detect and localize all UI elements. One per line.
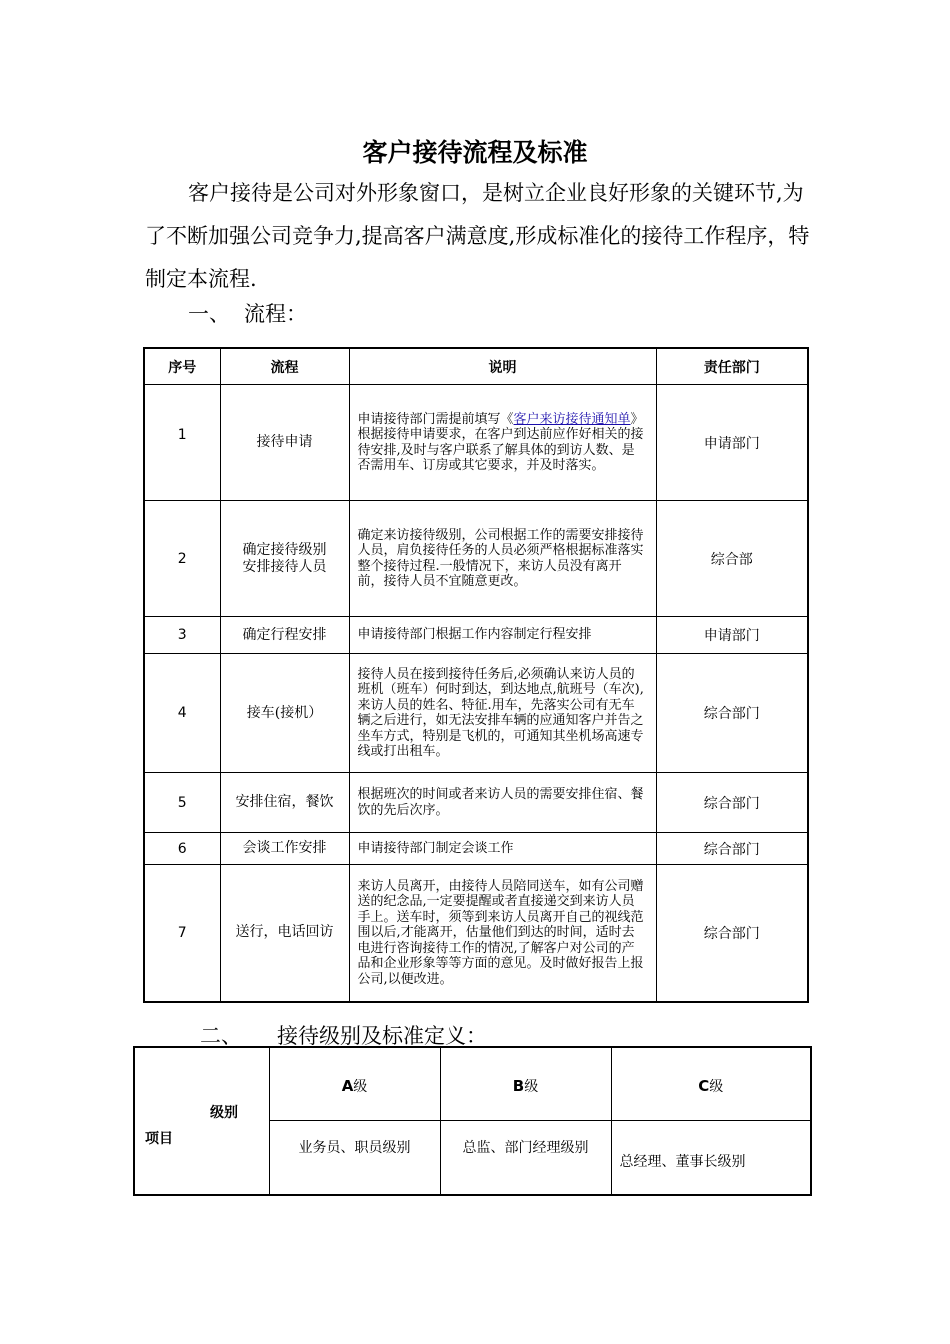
row-desc: 来访人员离开，由接待人员陪同送车，如有公司赠送的纪念品,一定要提醒或者直接递交到来访人员手上。送车时，须等到来访人员离开自己的视线范围以后,才能离开，估量他们到达的时间，适时去电进行咨询接待工作的情况,了解客户对公司的产品和企业形象等等方面的意见。及时做好报告上报公司,以便改进。 — [349, 865, 656, 1002]
row-no: 7 — [144, 865, 220, 1002]
header-dept: 责任部门 — [656, 348, 808, 385]
header-flow: 流程 — [220, 348, 349, 385]
row-dept: 申请部门 — [656, 385, 808, 501]
row-flow — [220, 501, 349, 617]
row-no: 5 — [144, 773, 220, 833]
row-no: 3 — [144, 617, 220, 654]
row-dept: 综合部门 — [656, 654, 808, 773]
level-c-desc: 总经理、董事长级别 — [611, 1120, 811, 1195]
grade-suffix: 级 — [353, 1079, 368, 1095]
header-desc: 说明 — [349, 348, 656, 385]
table-row — [144, 617, 808, 654]
grade-suffix: 级 — [709, 1079, 724, 1095]
row-flow: 接待申请 — [220, 385, 349, 501]
header-no: 序号 — [144, 348, 220, 385]
grade-letter: A — [341, 1077, 354, 1095]
row-flow: 确定行程安排 — [220, 617, 349, 654]
row-flow: 接车(接机） — [220, 654, 349, 773]
desc-text: 》根据接待申请要求，在客户到达前应作好相关的接待安排,及时与客户联系了解具体的到访人数、是否需用车、订房或其它要求，并及时落实。 — [357, 411, 644, 473]
corner-item-label: 项目 — [145, 1131, 173, 1147]
row-no: 6 — [144, 833, 220, 865]
table-row — [144, 865, 808, 1002]
level-a-header — [269, 1047, 440, 1120]
grade-suffix: 级 — [524, 1079, 539, 1095]
row-desc: 申请接待部门根据工作内容制定行程安排 — [349, 617, 656, 654]
row-no: 2 — [144, 501, 220, 617]
level-header-row — [134, 1047, 811, 1120]
section-label: 流程： — [244, 302, 307, 326]
table-row — [144, 773, 808, 833]
level-a-desc: 业务员、职员级别 — [269, 1120, 440, 1195]
table-row — [144, 501, 808, 617]
section-heading-flow — [188, 298, 307, 328]
desc-text: 申请接待部门需提前填写《 — [357, 411, 514, 427]
flow-table — [143, 347, 809, 1003]
row-dept: 综合部 — [656, 501, 808, 617]
row-desc: 申请接待部门制定会谈工作 — [349, 833, 656, 865]
row-no: 1 — [144, 385, 220, 501]
row-desc: 确定来访接待级别，公司根据工作的需要安排接待人员，肩负接待任务的人员必须严格根据标准落实整个接待过程.一般情况下，来访人员没有离开前，接待人员不宜随意更改。 — [349, 501, 656, 617]
section-number: 二、 — [200, 1024, 242, 1048]
grade-letter: B — [512, 1077, 525, 1095]
section-label: 接待级别及标准定义： — [277, 1024, 487, 1048]
grade-letter: C — [698, 1077, 710, 1095]
row-desc: 接待人员在接到接待任务后,必须确认来访人员的班机（班车）何时到达，到达地点,航班号（车次),来访人员的姓名、特征.用车，先落实公司有无车辆之后进行，如无法安排车辆的应通知客户并告之坐车方式，特别是飞机的，可通知其坐机场高速专线或打出租车。 — [349, 654, 656, 773]
table-row — [144, 833, 808, 865]
row-desc — [349, 385, 656, 501]
level-table — [133, 1046, 812, 1196]
row-no: 4 — [144, 654, 220, 773]
level-c-header — [611, 1047, 811, 1120]
level-b-desc: 总监、部门经理级别 — [440, 1120, 611, 1195]
notice-form-link[interactable]: 客户来访接待通知单 — [513, 411, 631, 427]
table-header-row — [144, 348, 808, 385]
row-flow: 安排住宿，餐饮 — [220, 773, 349, 833]
table-row — [144, 654, 808, 773]
corner-level-label: 级别 — [210, 1105, 238, 1121]
section-number: 一、 — [188, 302, 230, 326]
row-dept: 综合部门 — [656, 833, 808, 865]
page-title: 客户接待流程及标准 — [362, 138, 588, 167]
flow-line: 安排接待人员 — [242, 558, 327, 575]
level-b-header — [440, 1047, 611, 1120]
row-dept: 综合部门 — [656, 865, 808, 1002]
intro-paragraph: 客户接待是公司对外形象窗口，是树立企业良好形象的关键环节,为了不断加强公司竞争力,提高客户满意度,形成标准化的接待工作程序，特制定本流程. — [145, 181, 810, 291]
row-dept: 综合部门 — [656, 773, 808, 833]
table-corner-cell — [134, 1047, 269, 1195]
row-flow: 送行，电话回访 — [220, 865, 349, 1002]
table-row — [144, 385, 808, 501]
row-dept: 申请部门 — [656, 617, 808, 654]
row-flow: 会谈工作安排 — [220, 833, 349, 865]
row-desc: 根据班次的时间或者来访人员的需要安排住宿、餐饮的先后次序。 — [349, 773, 656, 833]
flow-line: 确定接待级别 — [242, 541, 327, 558]
